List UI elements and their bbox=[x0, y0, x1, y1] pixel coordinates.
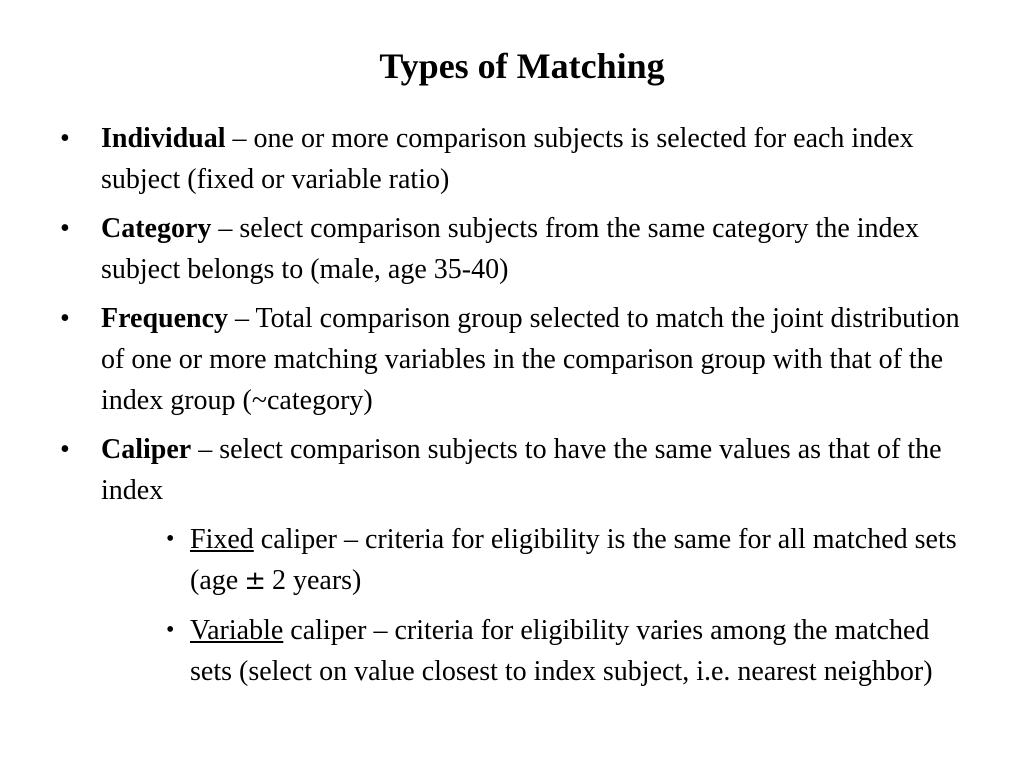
bullet-marker: • bbox=[60, 434, 70, 465]
sub-bullet-text-after: 2 years) bbox=[271, 565, 362, 596]
bullet-marker: • bbox=[60, 213, 70, 244]
sub-bullet-marker: • bbox=[166, 617, 175, 643]
bullet-item-individual bbox=[0, 118, 1024, 200]
bullet-text: – select comparison subjects to have the same values as that of the index bbox=[101, 434, 942, 506]
bullet-term: Caliper bbox=[101, 434, 192, 465]
bullet-marker: • bbox=[60, 123, 70, 154]
bullet-text: – Total comparison group selected to match the joint distribution of one or more matching variables in the comparison group with that of the index group (~category) bbox=[101, 303, 960, 416]
bullet-list bbox=[0, 118, 1024, 700]
bullet-term: Individual bbox=[101, 123, 226, 154]
bullet-text: – one or more comparison subjects is selected for each index subject (fixed or variable ratio) bbox=[101, 123, 914, 195]
bullet-item-frequency bbox=[0, 298, 1024, 421]
bullet-term: Frequency bbox=[101, 303, 229, 334]
slide-title: Types of Matching bbox=[379, 46, 665, 86]
bullet-marker: • bbox=[60, 303, 70, 334]
sub-bullet-text: caliper – criteria for eligibility varies among the matched sets (select on value closest to index subject, i.e. nearest neighbor) bbox=[190, 615, 933, 687]
bullet-item-caliper bbox=[0, 429, 1024, 511]
sub-bullet-item-fixed bbox=[0, 519, 1024, 602]
bullet-term: Category bbox=[101, 213, 212, 244]
sub-bullet-term: Fixed bbox=[190, 524, 254, 555]
sub-bullet-term: Variable bbox=[190, 615, 284, 646]
sub-bullet-item-variable bbox=[0, 610, 1024, 692]
plus-minus-symbol: ± bbox=[244, 566, 266, 596]
sub-bullet-text: caliper – criteria for eligibility is the same for all matched sets (age bbox=[190, 524, 957, 596]
sub-bullet-marker: • bbox=[166, 526, 175, 552]
bullet-item-category bbox=[0, 208, 1024, 290]
bullet-text: – select comparison subjects from the same category the index subject belongs to (male, age 35-40) bbox=[101, 213, 919, 285]
